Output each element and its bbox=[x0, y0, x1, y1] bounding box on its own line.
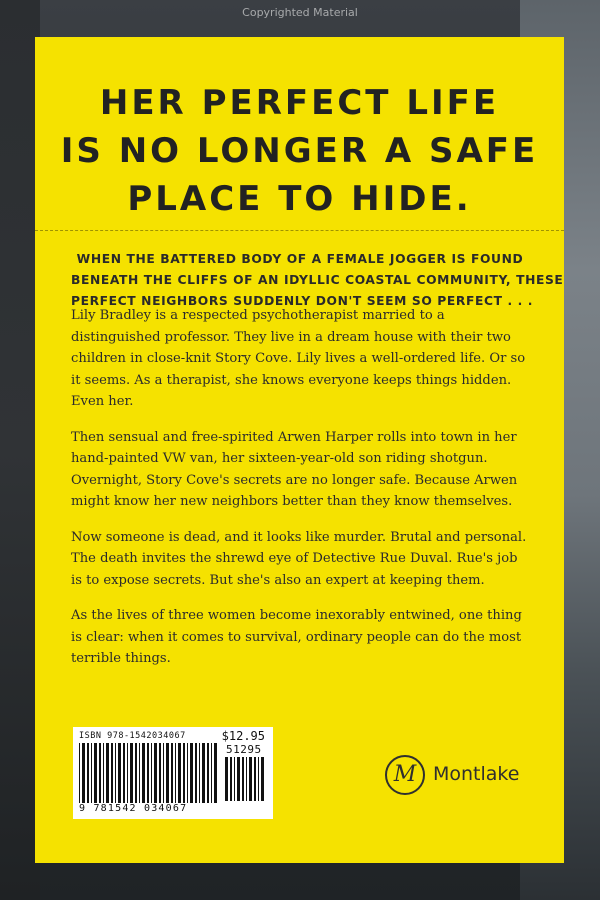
barcode-bar bbox=[202, 743, 205, 803]
barcode-bar bbox=[190, 743, 193, 803]
barcode-bar bbox=[142, 743, 145, 803]
headline-line: IS NO LONGER A SAFE bbox=[60, 131, 539, 171]
barcode-bar bbox=[246, 757, 247, 801]
montlake-m-icon: M bbox=[385, 755, 425, 795]
publisher-name: Montlake bbox=[433, 763, 520, 785]
blurb-paragraph: Lily Bradley is a respected psychotherapist married to a distinguished professor. They live in a dream house with their two children in close-knit Story Cove. Lily lives a well-ordered life. Or so it seems. As a therapist, she knows everyone keeps things hidden. Even her. bbox=[71, 308, 526, 409]
barcode-bar bbox=[234, 757, 235, 801]
headline bbox=[35, 79, 564, 223]
barcode-bar bbox=[135, 743, 137, 803]
barcode-bar bbox=[214, 743, 217, 803]
barcode-bar bbox=[230, 757, 232, 801]
barcode-bar bbox=[151, 743, 152, 803]
barcode-bar bbox=[183, 743, 185, 803]
barcode-bar bbox=[111, 743, 113, 803]
barcode-bar bbox=[154, 743, 157, 803]
background-left-edge bbox=[0, 0, 40, 900]
publisher-logo bbox=[385, 755, 535, 799]
barcode-bar bbox=[237, 757, 240, 801]
barcode-bar bbox=[249, 757, 252, 801]
isbn-label: ISBN 978-1542034067 bbox=[79, 731, 186, 741]
barcode-bar bbox=[103, 743, 104, 803]
barcode-bar bbox=[211, 743, 212, 803]
barcode-bar bbox=[225, 757, 228, 801]
back-cover-panel bbox=[35, 37, 564, 863]
barcode-bar bbox=[87, 743, 89, 803]
barcode-bar bbox=[94, 743, 97, 803]
barcode-bar bbox=[79, 743, 80, 803]
barcode-bar bbox=[91, 743, 92, 803]
barcode-bar bbox=[261, 757, 264, 801]
tagline-line: PERFECT NEIGHBORS SUDDENLY DON'T SEEM SO PERFECT . . . bbox=[71, 294, 534, 308]
tagline-line: BENEATH THE CLIFFS OF AN IDYLLIC COASTAL COMMUNITY, THESE bbox=[71, 273, 564, 287]
barcode-bar bbox=[127, 743, 128, 803]
barcode-digits: 9 781542 034067 bbox=[79, 803, 188, 814]
blurb bbox=[71, 305, 531, 684]
barcode-bar bbox=[99, 743, 101, 803]
barcode-bar bbox=[115, 743, 116, 803]
barcode-bar bbox=[187, 743, 188, 803]
barcode-bar bbox=[130, 743, 133, 803]
barcode-bar bbox=[258, 757, 259, 801]
headline-line: PLACE TO HIDE. bbox=[127, 179, 472, 219]
barcode-bar bbox=[175, 743, 176, 803]
barcode-bar bbox=[118, 743, 121, 803]
barcode-bar bbox=[147, 743, 149, 803]
barcode-bar bbox=[139, 743, 140, 803]
barcode-bar bbox=[171, 743, 173, 803]
barcode-bar bbox=[242, 757, 244, 801]
barcode-bar bbox=[195, 743, 197, 803]
barcode-box bbox=[73, 727, 273, 819]
headline-line: HER PERFECT LIFE bbox=[99, 83, 500, 123]
barcode-bar bbox=[166, 743, 169, 803]
blurb-paragraph: Then sensual and free-spirited Arwen Harper rolls into town in her hand-painted VW van, her sixteen-year-old son riding shotgun. Overnight, Story Cove's secrets are no longer safe. Because Arwen might know her new neighbors better than they know themselves. bbox=[71, 429, 518, 509]
divider bbox=[35, 230, 564, 231]
addon-code: 51295 bbox=[226, 743, 262, 756]
tagline bbox=[71, 249, 564, 312]
barcode-bar bbox=[199, 743, 200, 803]
barcode-bar bbox=[106, 743, 109, 803]
copyright-watermark: Copyrighted Material bbox=[242, 6, 358, 19]
blurb-paragraph: Now someone is dead, and it looks like murder. Brutal and personal. The death invites the shrewd eye of Detective Rue Duval. Rue's job is to expose secrets. But she's also an expert at keeping them. bbox=[71, 529, 527, 588]
barcode-bar bbox=[123, 743, 125, 803]
barcode-bar bbox=[159, 743, 161, 803]
addon-barcode-icon bbox=[225, 757, 267, 801]
blurb-paragraph: As the lives of three women become inexorably entwined, one thing is clear: when it comes to survival, ordinary people can do the most terrible things. bbox=[71, 608, 522, 666]
price-label: $12.95 bbox=[221, 729, 265, 743]
barcode-bar bbox=[254, 757, 256, 801]
barcode-bar bbox=[82, 743, 85, 803]
barcode-bar bbox=[163, 743, 164, 803]
barcode-icon bbox=[79, 743, 219, 803]
tagline-line: WHEN THE BATTERED BODY OF A FEMALE JOGGER IS FOUND bbox=[76, 252, 524, 266]
barcode-bar bbox=[207, 743, 209, 803]
barcode-bar bbox=[178, 743, 181, 803]
